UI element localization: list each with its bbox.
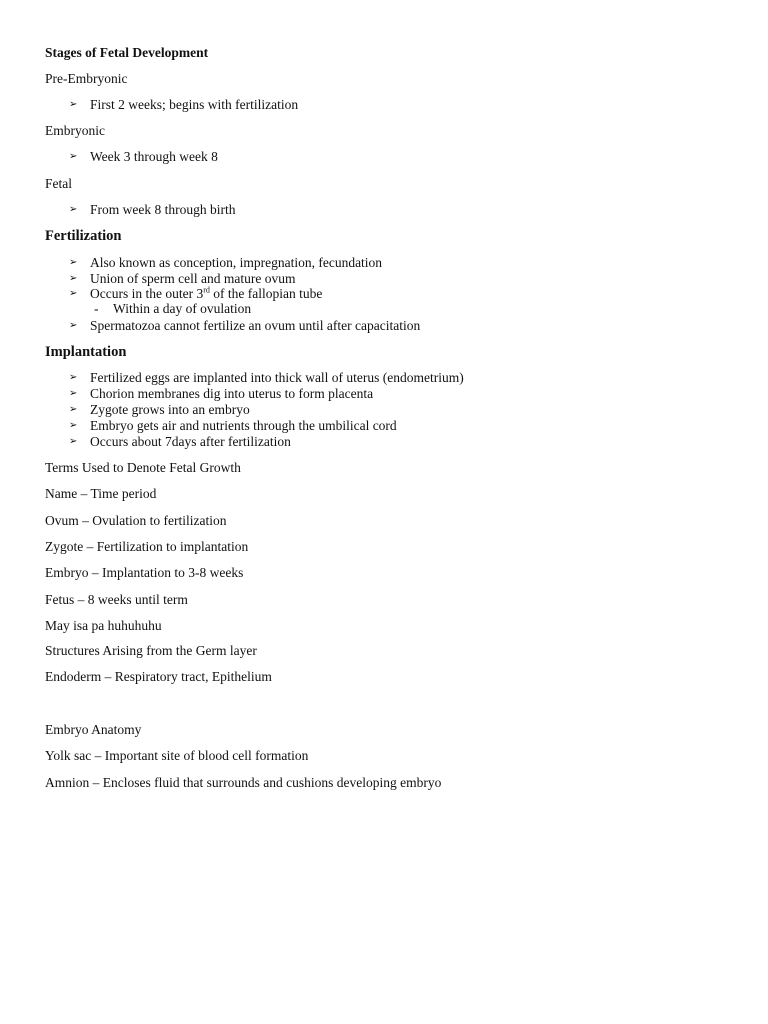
germ-layer-heading: Structures Arising from the Germ layer — [45, 643, 257, 658]
arrow-bullet-icon: ➢ — [69, 204, 78, 215]
bullet-text: Zygote grows into an embryo — [90, 402, 250, 417]
arrow-bullet-icon: ➢ — [69, 420, 78, 431]
bullet-text: Also known as conception, impregnation, fecundation — [90, 255, 383, 270]
anatomy-heading: Embryo Anatomy — [45, 722, 142, 737]
bullet-text: Fertilized eggs are implanted into thick wall of uterus (endometrium) — [90, 370, 464, 385]
arrow-bullet-icon: ➢ — [69, 436, 78, 447]
stage-label-pre-embryonic: Pre-Embryonic — [45, 71, 128, 86]
section-heading-implantation: Implantation — [45, 344, 127, 360]
anatomy-line: Yolk sac – Important site of blood cell formation — [45, 748, 309, 763]
arrow-bullet-icon: ➢ — [69, 151, 78, 162]
dash-bullet-icon: - — [94, 301, 99, 316]
bullet-text: Embryo gets air and nutrients through the umbilical cord — [90, 418, 397, 433]
document-title: Stages of Fetal Development — [45, 45, 209, 60]
bullet-text: Spermatozoa cannot fertilize an ovum until after capacitation — [90, 318, 421, 333]
note-line: May isa pa huhuhuhu — [45, 618, 162, 633]
arrow-bullet-icon: ➢ — [69, 99, 78, 110]
section-heading-fertilization: Fertilization — [45, 228, 122, 244]
anatomy-line: Amnion – Encloses fluid that surrounds and cushions developing embryo — [45, 775, 442, 790]
term-line: Ovum – Ovulation to fertilization — [45, 513, 227, 528]
superscript-ordinal: rd — [203, 285, 210, 295]
stage-label-embryonic: Embryonic — [45, 123, 105, 138]
bullet-text: Chorion membranes dig into uterus to form placenta — [90, 386, 374, 401]
term-line: Zygote – Fertilization to implantation — [45, 539, 249, 554]
bullet-text: Union of sperm cell and mature ovum — [90, 271, 296, 286]
term-line: Embryo – Implantation to 3-8 weeks — [45, 565, 244, 580]
bullet-text — [90, 286, 322, 302]
bullet-text-part: Occurs in the outer 3 — [90, 286, 204, 301]
arrow-bullet-icon: ➢ — [69, 404, 78, 415]
germ-layer-line: Endoderm – Respiratory tract, Epithelium — [45, 669, 272, 684]
bullet-text: From week 8 through birth — [90, 202, 236, 217]
arrow-bullet-icon: ➢ — [69, 372, 78, 383]
arrow-bullet-icon: ➢ — [69, 273, 78, 284]
term-line: Fetus – 8 weeks until term — [45, 592, 188, 607]
bullet-text: Occurs about 7days after fertilization — [90, 434, 291, 449]
bullet-text-part: of the fallopian tube — [209, 286, 323, 301]
arrow-bullet-icon: ➢ — [69, 288, 78, 299]
sub-bullet-text: Within a day of ovulation — [113, 301, 252, 316]
terms-heading: Terms Used to Denote Fetal Growth — [45, 460, 241, 475]
arrow-bullet-icon: ➢ — [69, 257, 78, 268]
term-line: Name – Time period — [45, 486, 157, 501]
arrow-bullet-icon: ➢ — [69, 388, 78, 399]
arrow-bullet-icon: ➢ — [69, 320, 78, 331]
bullet-text: First 2 weeks; begins with fertilization — [90, 97, 299, 112]
stage-label-fetal: Fetal — [45, 176, 72, 191]
bullet-text: Week 3 through week 8 — [90, 149, 218, 164]
